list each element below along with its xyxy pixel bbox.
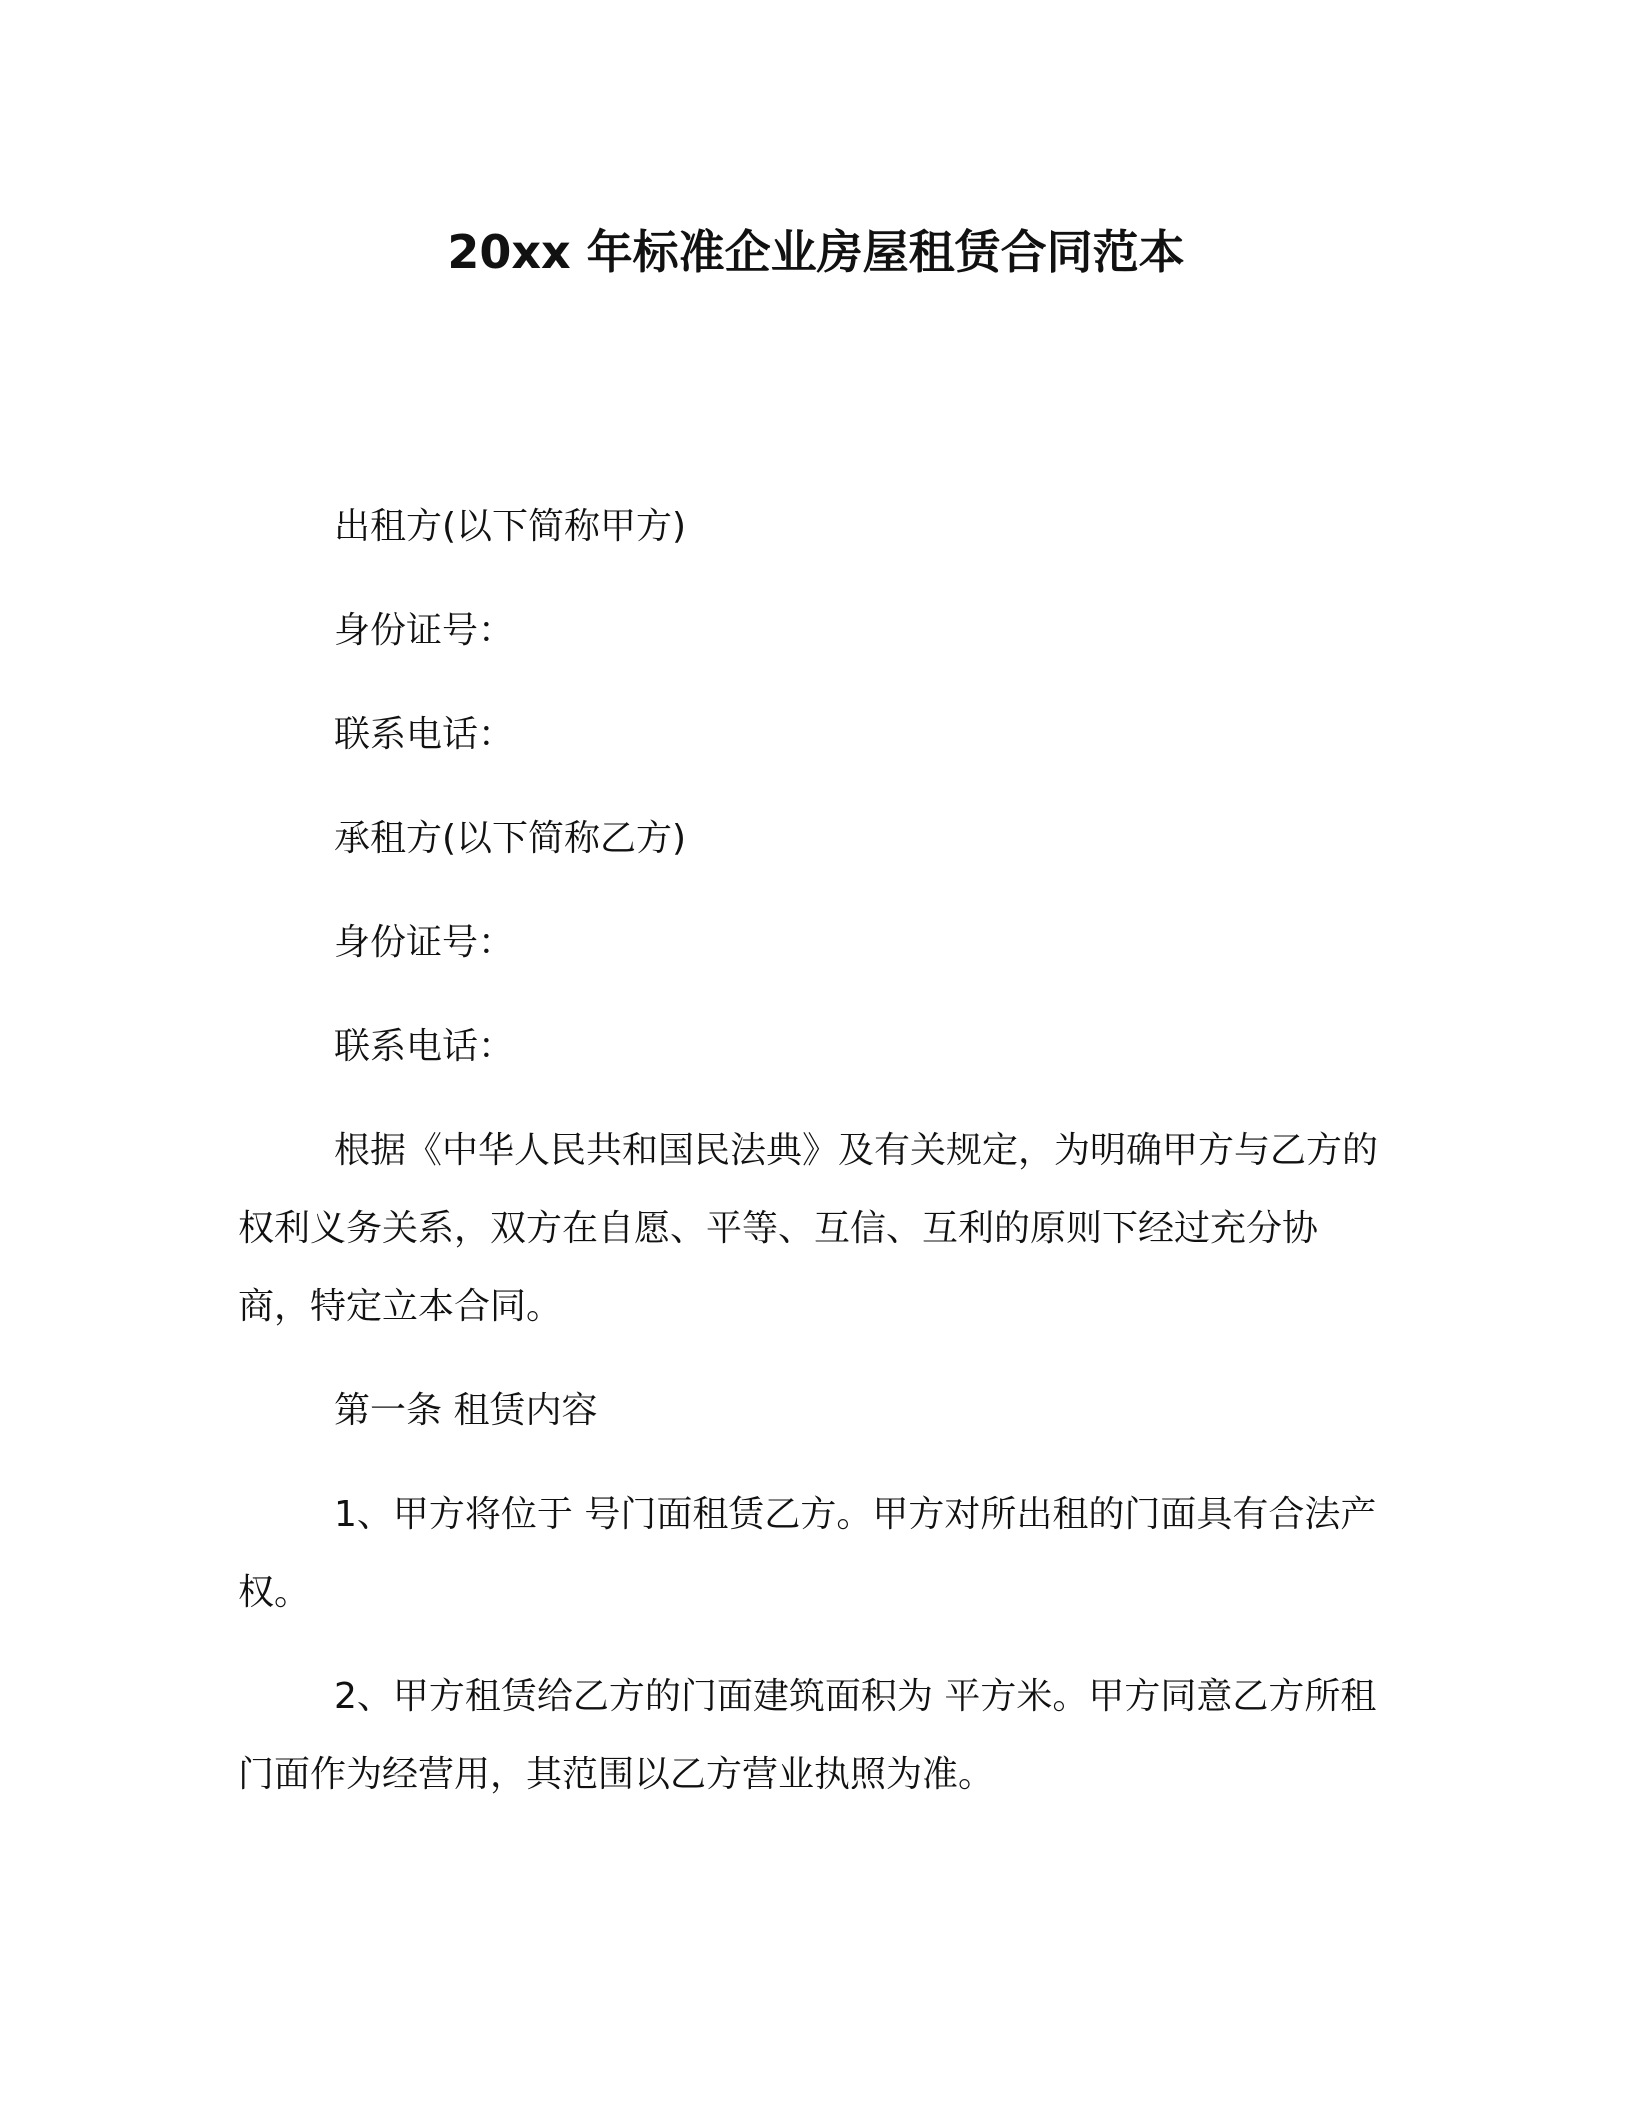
party-a-phone-label: 联系电话： (334, 714, 515, 755)
document-body (238, 488, 1380, 1840)
party-a-heading: 出租方(以下简称甲方) (334, 506, 687, 547)
party-b-heading: 承租方(以下简称乙方) (334, 818, 687, 859)
party-a-id-label: 身份证号： (334, 610, 515, 651)
party-b-id-label: 身份证号： (334, 922, 515, 963)
article-1-heading: 第一条 租赁内容 (334, 1390, 598, 1431)
party-b-phone-label: 联系电话： (334, 1026, 515, 1067)
clause-2: 2、甲方租赁给乙方的门面建筑面积为 平方米。甲方同意乙方所租门面作为经营用，其范围以乙方营业执照为准。 (238, 1676, 1377, 1795)
document-title: 20xx 年标准企业房屋租赁合同范本 (447, 225, 1185, 279)
clause-1: 1、甲方将位于 号门面租赁乙方。甲方对所出租的门面具有合法产权。 (238, 1494, 1377, 1613)
intro-paragraph: 根据《中华人民共和国民法典》及有关规定，为明确甲方与乙方的权利义务关系，双方在自愿、平等、互信、互利的原则下经过充分协商，特定立本合同。 (238, 1130, 1379, 1327)
